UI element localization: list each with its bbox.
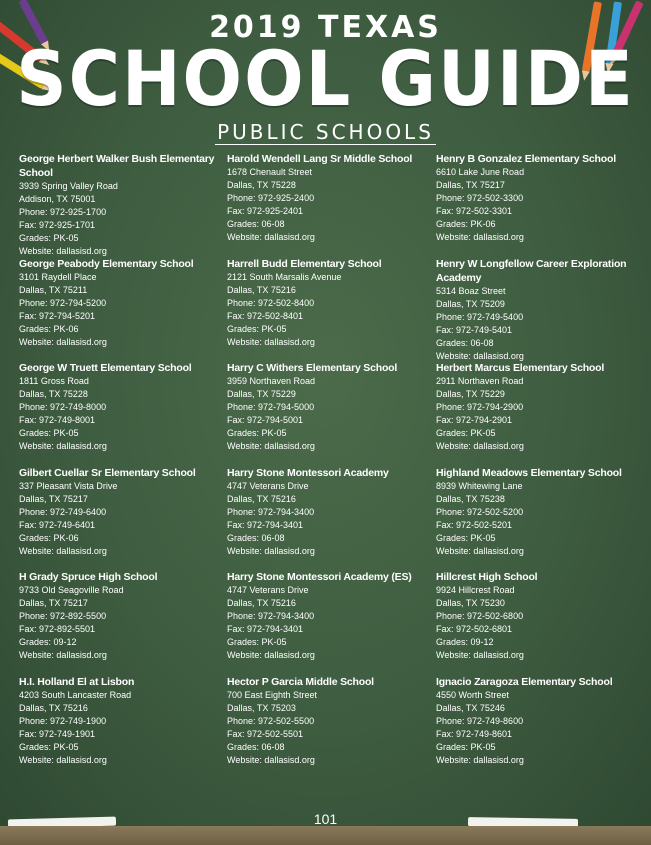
school-phone: Phone: 972-749-8000 [19, 402, 107, 412]
school-fax: Fax: 972-925-2401 [227, 206, 304, 216]
school-website: Website: dallasisd.org [227, 336, 315, 347]
school-city: Dallas, TX 75203 [227, 702, 296, 713]
school-entry [19, 257, 224, 362]
school-grades: Grades: 09-12 [436, 637, 494, 647]
school-entry [19, 675, 224, 780]
school-phone: Phone: 972-925-1700 [19, 207, 107, 217]
school-address: 337 Pleasant Vista Drive [19, 480, 118, 491]
school-city: Dallas, TX 75216 [227, 598, 296, 608]
school-website: Website: dallasisd.org [19, 545, 107, 556]
school-grades: Grades: PK-05 [19, 741, 79, 752]
school-phone: Phone: 972-794-5000 [227, 402, 315, 412]
school-website: Website: dallasisd.org [227, 232, 315, 242]
section-heading [0, 120, 651, 144]
school-grades: Grades: PK-06 [19, 532, 79, 543]
school-entry [227, 257, 432, 362]
school-fax: Fax: 972-502-5501 [227, 728, 304, 739]
school-fax: Fax: 972-794-5201 [19, 310, 96, 321]
school-phone: Phone: 972-794-5200 [19, 297, 107, 308]
school-entry [436, 361, 641, 466]
school-entry [227, 466, 432, 571]
school-name: Ignacio Zaragoza Elementary School [436, 675, 613, 688]
school-website: Website: dallasisd.org [436, 232, 524, 242]
school-fax: Fax: 972-749-8001 [19, 415, 96, 425]
school-fax: Fax: 972-794-3401 [227, 519, 304, 530]
school-name: Henry B Gonzalez Elementary School [436, 153, 616, 165]
school-website: Website: dallasisd.org [436, 545, 524, 556]
school-city: Dallas, TX 75246 [436, 702, 505, 713]
school-fax: Fax: 972-502-3301 [436, 206, 513, 216]
school-address: 3939 Spring Valley Road [19, 181, 118, 191]
school-website: Website: dallasisd.org [227, 650, 315, 660]
school-phone: Phone: 972-502-5500 [227, 715, 315, 726]
school-city: Dallas, TX 75217 [19, 598, 88, 608]
school-grades: Grades: PK-06 [436, 219, 496, 229]
school-grades: Grades: 06-08 [227, 741, 285, 752]
school-website: Website: dallasisd.org [19, 754, 107, 765]
school-name: Highland Meadows Elementary School [436, 466, 622, 479]
school-name: H.I. Holland El at Lisbon [19, 675, 135, 688]
school-website: Website: dallasisd.org [19, 246, 107, 256]
school-phone: Phone: 972-502-3300 [436, 193, 524, 203]
school-grades: Grades: 06-08 [227, 532, 285, 543]
school-city: Dallas, TX 75209 [436, 298, 505, 309]
school-fax: Fax: 972-925-1701 [19, 220, 96, 230]
school-address: 4747 Veterans Drive [227, 585, 309, 595]
school-name: Harry Stone Montessori Academy [227, 466, 389, 479]
school-entry [19, 466, 224, 571]
school-fax: Fax: 972-892-5501 [19, 624, 96, 634]
school-name: H Grady Spruce High School [19, 571, 158, 583]
school-website: Website: dallasisd.org [19, 650, 107, 660]
school-address: 700 East Eighth Street [227, 689, 318, 700]
school-fax: Fax: 972-502-6801 [436, 624, 513, 634]
page-number: 101 [313, 811, 338, 827]
school-grades: Grades: PK-05 [436, 428, 496, 438]
school-fax: Fax: 972-794-2901 [436, 415, 513, 425]
school-website: Website: dallasisd.org [436, 650, 524, 660]
school-column-3 [436, 152, 641, 779]
school-address: 1811 Gross Road [19, 376, 89, 386]
school-city: Dallas, TX 75229 [227, 389, 296, 399]
school-phone: Phone: 972-794-2900 [436, 402, 524, 412]
school-grades: Grades: PK-06 [19, 323, 79, 334]
school-address: 6610 Lake June Road [436, 167, 525, 177]
school-grades: Grades: 06-08 [227, 219, 285, 229]
school-name: Harold Wendell Lang Sr Middle School [227, 153, 413, 165]
school-fax: Fax: 972-794-5001 [227, 415, 304, 425]
school-entry [436, 675, 641, 780]
school-entry [436, 570, 641, 675]
school-fax: Fax: 972-749-6401 [19, 519, 96, 530]
school-fax: Fax: 972-749-1901 [19, 728, 96, 739]
school-grades: Grades: PK-05 [227, 637, 287, 647]
school-phone: Phone: 972-749-6400 [19, 506, 107, 517]
school-address: 3101 Raydell Place [19, 271, 97, 282]
school-city: Dallas, TX 75216 [227, 493, 296, 504]
school-grades: Grades: PK-05 [436, 532, 496, 543]
school-entry [19, 570, 224, 675]
school-city: Dallas, TX 75228 [19, 389, 88, 399]
school-phone: Phone: 972-502-5200 [436, 506, 524, 517]
school-city: Dallas, TX 75228 [227, 180, 296, 190]
school-fax: Fax: 972-502-8401 [227, 310, 304, 321]
school-name: Hillcrest High School [436, 571, 538, 583]
school-entry [436, 466, 641, 571]
school-website: Website: dallasisd.org [436, 441, 524, 451]
school-entry [19, 361, 224, 466]
chalk-tray [0, 826, 651, 845]
school-website: Website: dallasisd.org [19, 441, 107, 451]
school-entry [19, 152, 224, 257]
school-phone: Phone: 972-925-2400 [227, 193, 315, 203]
guide-main-title: SCHOOL GUIDE [16, 34, 635, 124]
school-phone: Phone: 972-502-6800 [436, 611, 524, 621]
school-phone: Phone: 972-749-1900 [19, 715, 107, 726]
school-address: 3959 Northaven Road [227, 376, 316, 386]
school-website: Website: dallasisd.org [436, 350, 524, 361]
school-address: 2121 South Marsalis Avenue [227, 271, 342, 282]
school-entry [436, 257, 641, 362]
school-name: George Peabody Elementary School [19, 257, 194, 270]
school-entry [227, 570, 432, 675]
school-address: 4747 Veterans Drive [227, 480, 309, 491]
school-phone: Phone: 972-794-3400 [227, 611, 315, 621]
school-address: 2911 Northaven Road [436, 376, 524, 386]
section-heading-text: PUBLIC SCHOOLS [217, 120, 434, 144]
school-name: George Herbert Walker Bush Elementary School [19, 153, 215, 179]
school-phone: Phone: 972-794-3400 [227, 506, 315, 517]
school-entry [227, 675, 432, 780]
school-name: Henry W Longfellow Career Exploration Academy [436, 257, 627, 284]
school-grades: Grades: PK-05 [19, 428, 79, 438]
school-city: Dallas, TX 75238 [436, 493, 505, 504]
school-city: Dallas, TX 75229 [436, 389, 505, 399]
school-city: Dallas, TX 75217 [436, 180, 505, 190]
school-fax: Fax: 972-502-5201 [436, 519, 513, 530]
school-city: Dallas, TX 75211 [19, 284, 88, 295]
school-grades: Grades: PK-05 [227, 323, 287, 334]
school-grades: Grades: PK-05 [227, 428, 287, 438]
school-grades: Grades: 09-12 [19, 637, 77, 647]
school-address: 4550 Worth Street [436, 689, 509, 700]
school-phone: Phone: 972-749-5400 [436, 311, 524, 322]
school-city: Addison, TX 75001 [19, 194, 96, 204]
school-fax: Fax: 972-749-8601 [436, 728, 513, 739]
school-name: Harry Stone Montessori Academy (ES) [227, 571, 412, 583]
school-fax: Fax: 972-794-3401 [227, 624, 304, 634]
school-address: 5314 Boaz Street [436, 285, 506, 296]
school-city: Dallas, TX 75216 [19, 702, 88, 713]
school-phone: Phone: 972-749-8600 [436, 715, 524, 726]
school-website: Website: dallasisd.org [227, 754, 315, 765]
school-grades: Grades: PK-05 [19, 233, 79, 243]
school-name: Gilbert Cuellar Sr Elementary School [19, 466, 196, 479]
school-city: Dallas, TX 75217 [19, 493, 88, 504]
school-phone: Phone: 972-502-8400 [227, 297, 315, 308]
school-fax: Fax: 972-749-5401 [436, 324, 513, 335]
school-name: Harry C Withers Elementary School [227, 362, 398, 374]
school-website: Website: dallasisd.org [19, 336, 107, 347]
school-website: Website: dallasisd.org [436, 754, 524, 765]
school-name: George W Truett Elementary School [19, 362, 192, 374]
school-city: Dallas, TX 75230 [436, 598, 505, 608]
school-column-1 [19, 152, 224, 779]
school-name: Hector P Garcia Middle School [227, 675, 374, 688]
school-phone: Phone: 972-892-5500 [19, 611, 107, 621]
school-grades: Grades: 06-08 [436, 337, 494, 348]
school-address: 9733 Old Seagoville Road [19, 585, 124, 595]
school-address: 8939 Whitewing Lane [436, 480, 523, 491]
school-entry [227, 152, 432, 257]
school-grades: Grades: PK-05 [436, 741, 496, 752]
school-address: 9924 Hillcrest Road [436, 585, 515, 595]
school-address: 4203 South Lancaster Road [19, 689, 132, 700]
school-entry [227, 361, 432, 466]
school-website: Website: dallasisd.org [227, 545, 315, 556]
school-address: 1678 Chenault Street [227, 167, 313, 177]
school-city: Dallas, TX 75216 [227, 284, 296, 295]
guide-year-title: 2019 TEXAS [209, 10, 442, 45]
school-name: Harrell Budd Elementary School [227, 257, 382, 270]
school-name: Herbert Marcus Elementary School [436, 362, 605, 374]
school-entry [436, 152, 641, 257]
school-column-2 [227, 152, 432, 779]
school-website: Website: dallasisd.org [227, 441, 315, 451]
